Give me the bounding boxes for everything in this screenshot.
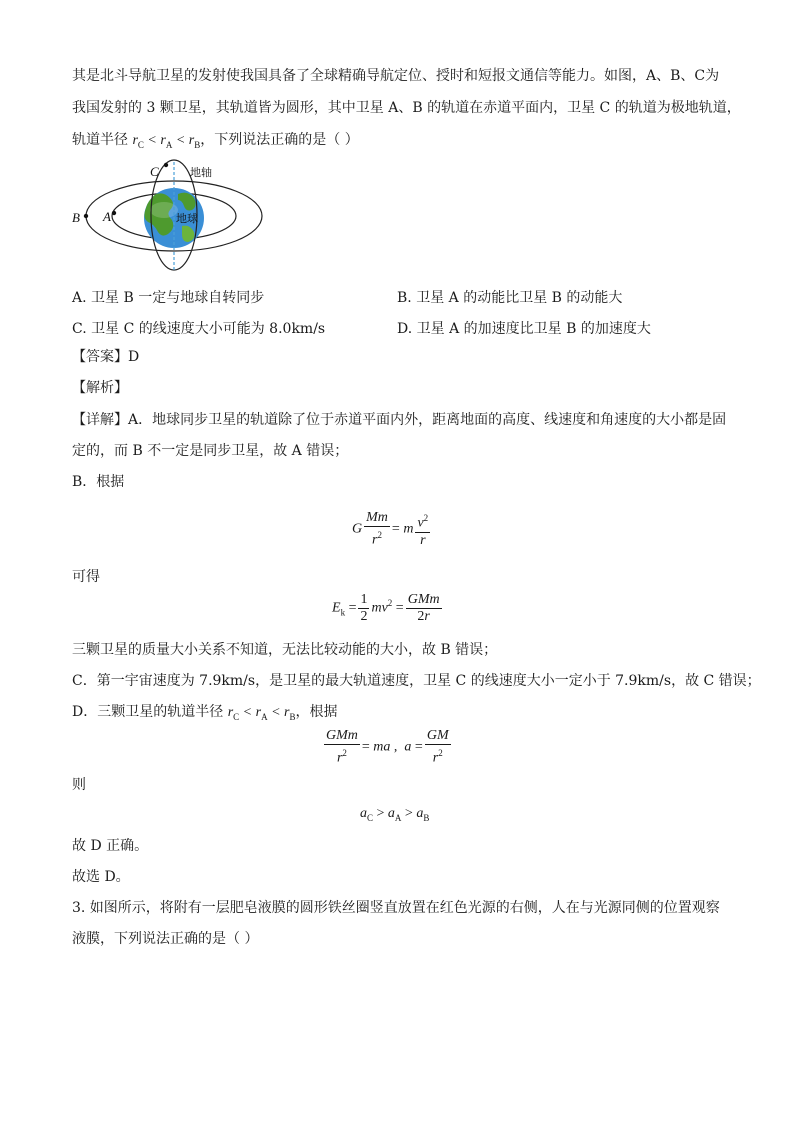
radius-inequality: $r_C < r_A < r_B$: [132, 133, 201, 150]
detail-d-suffix: ，根据: [295, 704, 338, 720]
intro-line-2: 我国发射的 3 颗卫星，其轨道皆为圆形，其中卫星 A、B 的轨道在赤道平面内，卫星 C 的轨道为极地轨道，: [72, 100, 741, 116]
detail-b-conclusion: 三颗卫星的质量大小关系不知道，无法比较动能的大小，故 B 错误；: [72, 642, 498, 658]
kede: 可得: [72, 569, 100, 585]
formula-gravity-centripetal: G $\frac{Mm}{r^2}$ = m $\frac{v^2}{r}$: [352, 510, 429, 548]
satellite-a-dot: [112, 211, 116, 215]
detail-d-conclusion: 故 D 正确。: [72, 838, 149, 854]
formula-acceleration-order: $a_C > a_A > a_B$: [360, 806, 430, 823]
option-c: C. 卫星 C 的线速度大小可能为 8.0km/s: [72, 321, 326, 337]
option-d: D. 卫星 A 的加速度比卫星 B 的加速度大: [397, 321, 651, 337]
intro-line-3: [72, 130, 359, 155]
option-a: A. 卫星 B 一定与地球自转同步: [72, 290, 265, 306]
satellite-orbit-figure: [66, 156, 276, 276]
analysis-heading: 【解析】: [72, 380, 128, 396]
intro-line-3-prefix: 轨道半径: [72, 132, 133, 148]
choose-d: 故选 D。: [72, 869, 130, 885]
answer: 【答案】D: [72, 349, 140, 365]
d-radius-inequality: $r_C < r_A < r_B$: [227, 705, 296, 722]
detail-c-line: C．第一宇宙速度为 7.9km/s，是卫星的最大轨道速度，卫星 C 的线速度大小一定小于 7.9km/s，故 C 错误；: [72, 673, 761, 689]
detail-d-prefix: D．三颗卫星的轨道半径: [72, 704, 228, 720]
q3-line-1: 3. 如图所示，将附有一层肥皂液膜的圆形铁丝圈竖直放置在红色光源的右侧，人在与光源同侧的位置观察: [72, 900, 720, 916]
detail-b-line: B．根据: [72, 474, 125, 490]
formula-acceleration: $\frac{\text{GMm}}{r^2}$ = ma , a = $\frac{GM}{r^2}$: [326, 728, 449, 766]
label-earth: 地球: [176, 212, 198, 225]
detail-a-line-2: 定的，而 B 不一定是同步卫星，故 A 错误；: [72, 443, 349, 459]
intro-line-1: 其是北斗导航卫星的发射使我国具备了全球精确导航定位、授时和短报文通信等能力。如图，A、B、C为: [72, 68, 720, 84]
satellite-b-dot: [84, 214, 88, 218]
detail-d-line: [72, 702, 337, 727]
detail-a-line-1: 【详解】A．地球同步卫星的轨道除了位于赤道平面内外，距离地面的高度、线速度和角速度的大小都是固: [72, 412, 727, 428]
formula-kinetic-energy: $E_k$ = $\frac{1}{2}$ $mv^2$ = $\frac{\text{GMm}}{2r}$: [332, 592, 440, 624]
q3-line-2: 液膜，下列说法正确的是（ ）: [72, 931, 259, 947]
option-b: B. 卫星 A 的动能比卫星 B 的动能大: [397, 290, 623, 306]
label-a: A: [103, 209, 111, 224]
label-b: B: [72, 210, 80, 225]
intro-line-3-suffix: ，下列说法正确的是（ ）: [200, 132, 359, 148]
label-axis: 地轴: [190, 166, 212, 179]
ze: 则: [72, 777, 86, 793]
label-c: C: [150, 164, 159, 179]
satellite-c-dot: [164, 163, 168, 167]
